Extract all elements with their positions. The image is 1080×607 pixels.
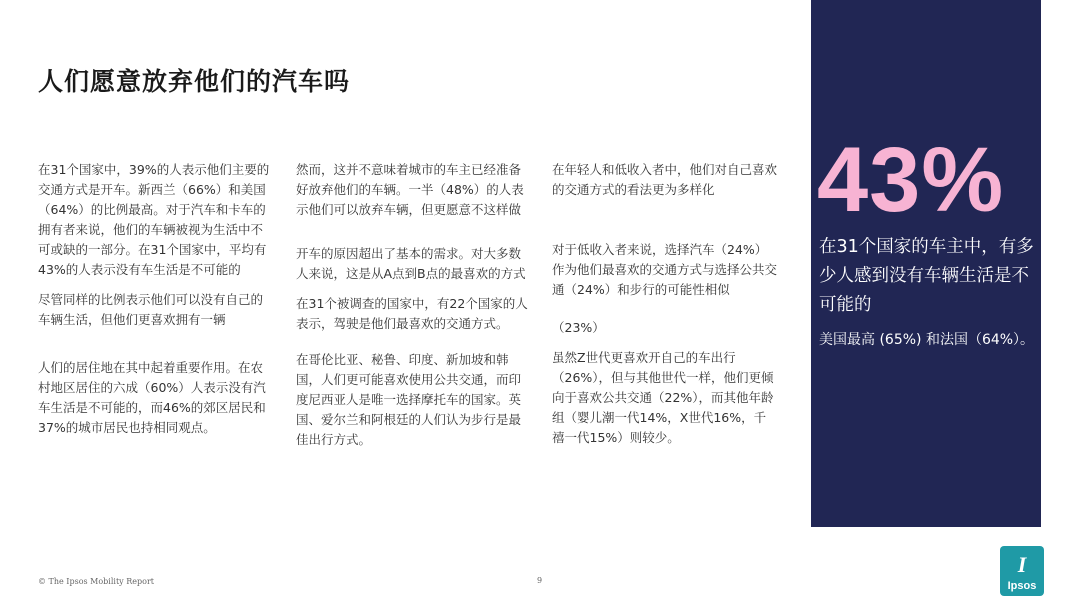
paragraph: （23%） [552, 320, 605, 335]
stat-value: 43% [817, 129, 1005, 231]
ipsos-logo [1000, 546, 1044, 596]
paragraph: 尽管同样的比例表示他们可以没有自己的车辆生活，但他们更喜欢拥有一辆 [38, 292, 264, 327]
footer-source: © The Ipsos Mobility Report [38, 577, 154, 586]
page-title: 人们愿意放弃他们的汽车吗 [38, 67, 351, 96]
paragraph: 在31个被调查的国家中，有22个国家的人表示，驾驶是他们最喜欢的交通方式。 [296, 296, 528, 331]
paragraph: 虽然Z世代更喜欢开自己的车出行（26%），但与其他世代一样，他们更倾向于喜欢公共交通（22%），而其他年龄组（婴儿潮一代14%，X世代16%，千禧一代15%）则较少。 [552, 350, 774, 445]
text-column-1 [38, 160, 270, 438]
paragraph: 人们的居住地在其中起着重要作用。在农村地区居住的六成（60%）人表示没有汽车生活是不可能的，而46%的郊区居民和37%的城市居民也持相同观点。 [38, 360, 266, 435]
paragraph: 在哥伦比亚、秘鲁、印度、新加坡和韩国，人们更可能喜欢使用公共交通，而印度尼西亚人是唯一选择摩托车的国家。英国、爱尔兰和阿根廷的人们认为步行是最佳出行方式。 [296, 352, 522, 447]
paragraph: 然而，这并不意味着城市的车主已经准备好放弃他们的车辆。一半（48%）的人表示他们可以放弃车辆，但更愿意不这样做 [296, 162, 524, 217]
stat-panel [811, 0, 1041, 527]
paragraph: 开车的原因超出了基本的需求。对大多数人来说，这是从A点到B点的最喜欢的方式 [296, 246, 526, 281]
text-column-2 [296, 160, 528, 450]
paragraph: 对于低收入者来说，选择汽车（24%）作为他们最喜欢的交通方式与选择公共交通（24%）和步行的可能性相似 [552, 242, 778, 297]
paragraph: 在31个国家中，39%的人表示他们主要的交通方式是开车。新西兰（66%）和美国（64%）的比例最高。对于汽车和卡车的拥有者来说，他们的车辆被视为生活中不可或缺的一部分。在31个国家中，平均有43%的人表示没有车生活是不可能的 [38, 162, 270, 277]
paragraph: 在年轻人和低收入者中，他们对自己喜欢的交通方式的看法更为多样化 [552, 162, 778, 197]
stat-description: 在31个国家的车主中，有多少人感到没有车辆生活是不可能的 [819, 237, 1034, 315]
text-column-3 [552, 160, 778, 448]
page-number: 9 [537, 576, 543, 585]
stat-detail: 美国最高 (65%) 和法国（64%）。 [819, 332, 1035, 348]
logo-wordmark: Ipsos [1007, 580, 1037, 592]
logo-mark-icon: I [1017, 552, 1027, 577]
